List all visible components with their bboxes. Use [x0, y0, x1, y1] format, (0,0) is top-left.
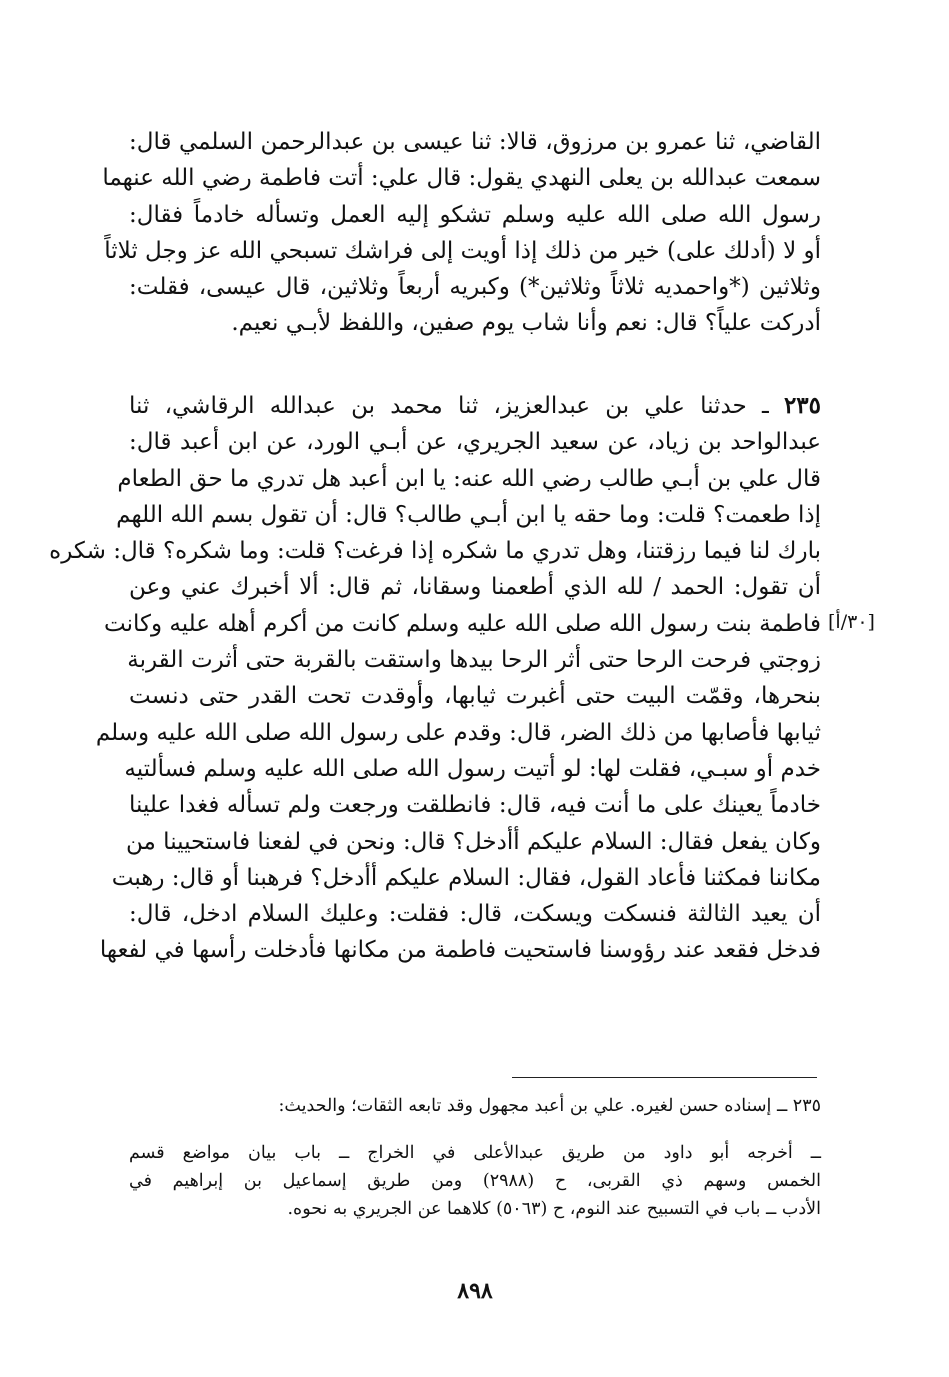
main-text-continuation: [102, 124, 821, 342]
hadith-first-line: [129, 388, 821, 424]
footnote-takhrij: [129, 1139, 821, 1223]
text-line: زوجتي فرحت الرحا حتى أثر الرحا بيدها واستقت بالقربة حتى أثرت القربة: [127, 647, 821, 674]
footnote-line: ــ أخرجه أبو داود من طريق عبدالأعلى في الخراج ــ باب بيان مواضع قسم: [129, 1143, 821, 1163]
text-line: خادماً يعينك على ما أنت فيه، قال: فانطلقت ورجعت ولم تسأله فغدا علينا: [129, 792, 821, 819]
text-line: إذا طعمت؟ قلت: وما حقه يا ابن أبـي طالب؟ قال: أن تقول بسم الله اللهم: [116, 501, 821, 528]
text-line: ثيابها فأصابها من ذلك الضر، قال: وقدم على رسول الله صلى الله عليه وسلم: [95, 719, 821, 746]
footnote-divider: [512, 1077, 817, 1078]
footnote-235: [129, 1092, 821, 1120]
text-line: أن تقول: الحمد / لله الذي أطعمنا وسقانا، ثم قال: ألا أخبرك عني وعن: [129, 574, 821, 601]
hadith-first-line-text: ـ حدثنا علي بن عبدالعزيز، ثنا محمد بن عبدالله الرقاشي، ثنا: [129, 393, 769, 419]
text-line: مكاننا فمكثنا فأعاد القول، فقال: السلام عليكم أأدخل؟ فرهبنا أو قال: رهبت: [111, 864, 821, 891]
page-number: ٨٩٨: [457, 1278, 493, 1304]
manuscript-folio-reference: [٣٠/أ]: [828, 611, 875, 633]
text-line: عبدالواحد بن زياد، عن سعيد الجريري، عن أبـي الورد، عن ابن أعبد قال:: [129, 429, 821, 456]
hadith-235: [49, 388, 821, 969]
text-line: قال علي بن أبـي طالب رضي الله عنه: يا ابن أعبد هل تدري ما حق الطعام: [117, 465, 821, 492]
text-line: رسول الله صلى الله عليه وسلم تشكو إليه العمل وتسأله خادماً فقال:: [129, 201, 821, 228]
text-line: سمعت عبدالله بن يعلى النهدي يقول: قال علي: أتت فاطمة رضي الله عنهما: [102, 165, 821, 192]
text-line: أدركت علياً؟ قال: نعم وأنا شاب يوم صفين، واللفظ لأبـي نعيم.: [231, 310, 821, 337]
text-line: القاضي، ثنا عمرو بن مرزوق، قالا: ثنا عيسى بن عبدالرحمن السلمي قال:: [129, 129, 821, 155]
text-line: خدم أو سبـي، فقلت لها: لو أتيت رسول الله صلى الله عليه وسلم فسألتيه: [124, 755, 821, 782]
text-line: وكان يفعل فقال: السلام عليكم أأدخل؟ قال: ونحن في لفعنا فاستحيينا من: [126, 828, 821, 855]
footnote-line: ٢٣٥ ــ إسناده حسن لغيره. علي بن أعبد مجهول وقد تابعه الثقات؛ والحديث:: [278, 1096, 821, 1116]
text-line: فدخل فقعد عند رؤوسنا فاستحيت فاطمة من مكانها فأدخلت رأسها في لفعها: [99, 937, 821, 964]
text-line: أن يعيد الثالثة فنسكت ويسكت، قال: فقلت: وعليك السلام ادخل، قال:: [129, 901, 821, 928]
footnote-line: الخمس وسهم ذي القربى، ح (٢٩٨٨) ومن طريق إسماعيل بن إبراهيم في: [129, 1171, 821, 1191]
text-line: وثلاثين (*واحمديه ثلاثاً وثلاثين*) وكبريه أربعاً وثلاثين، قال عيسى، فقلت:: [129, 274, 821, 301]
text-line: بنحرها، وقمّت البيت حتى أغبرت ثيابها، وأوقدت تحت القدر حتى دنست: [129, 683, 821, 710]
hadith-number: ٢٣٥: [783, 392, 821, 419]
text-line: فاطمة بنت رسول الله صلى الله عليه وسلم كانت من أكرم أهله عليه وكانت: [104, 610, 821, 637]
text-line: أو لا (أدلك على) خير من ذلك إذا أويت إلى فراشك تسبحي الله عز وجل ثلاثاً: [104, 237, 821, 264]
footnote-line: الأدب ــ باب في التسبيح عند النوم، ح (٥٠٦٣) كلاهما عن الجريري به نحوه.: [287, 1199, 821, 1219]
text-line: بارك لنا فيما رزقتنا، وهل تدري ما شكره إذا فرغت؟ قلت: وما شكره؟ قال: شكره: [49, 538, 821, 565]
